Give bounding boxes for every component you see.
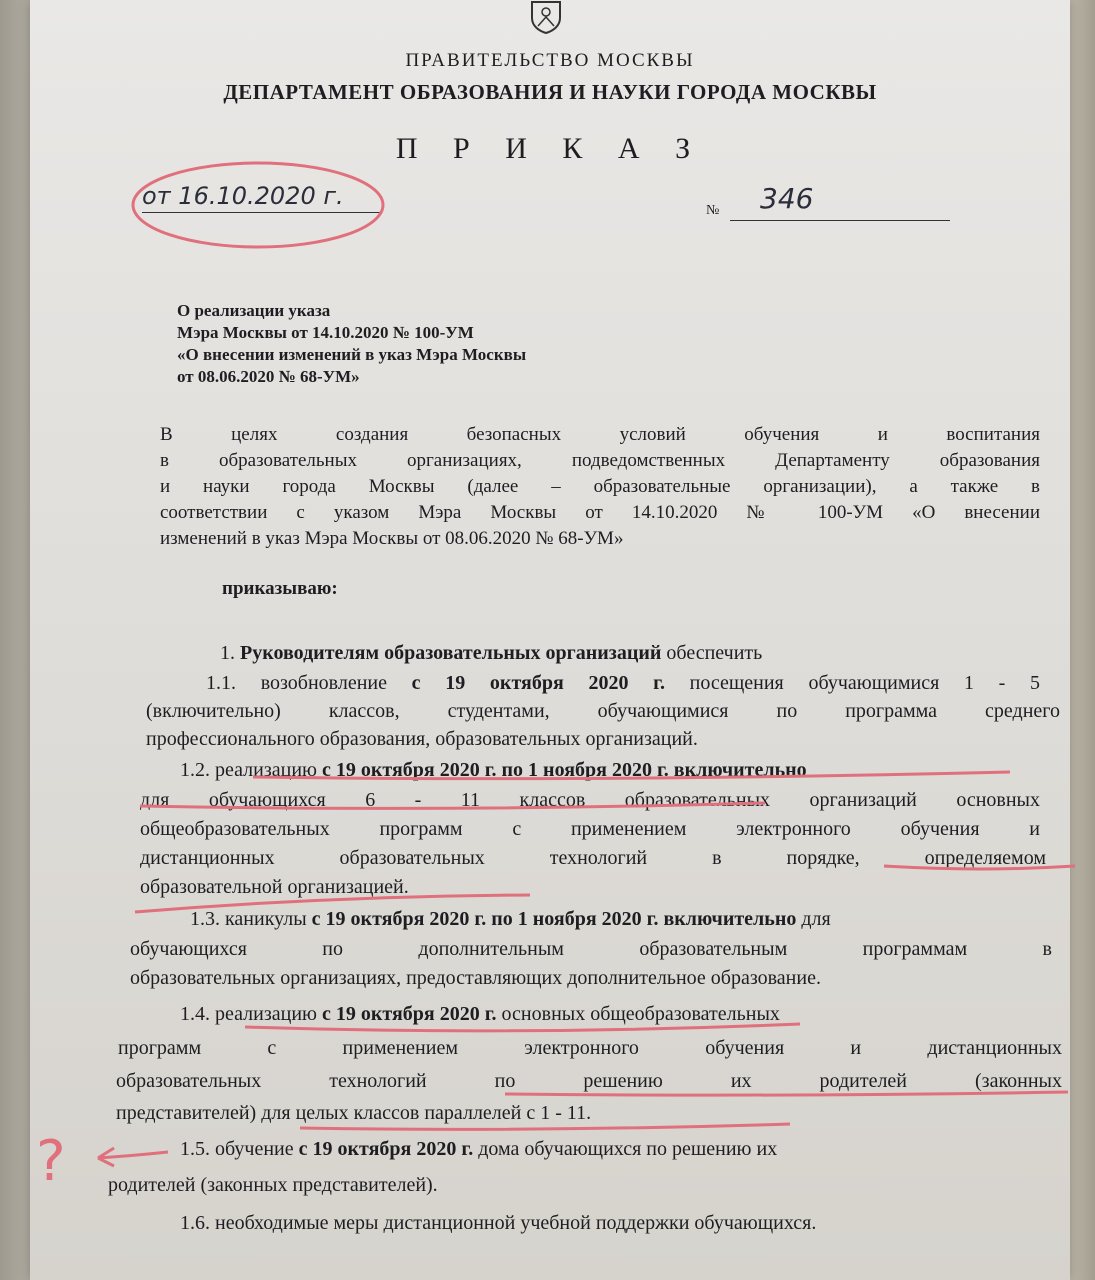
subject-line: от 08.06.2020 № 68-УМ» <box>177 367 360 386</box>
item-1-5-line <box>180 1136 1080 1162</box>
item-text: 1.1. возобновление <box>206 672 412 694</box>
order-word: приказываю: <box>222 578 338 599</box>
item-1-2-line: образовательной организацией. <box>140 876 409 898</box>
item-1-4-line: представителей) для целых классов параллелей с 1 - 11. <box>116 1102 592 1124</box>
preamble-line: изменений в указ Мэра Москвы от 08.06.2020 № 68-УМ» <box>160 528 624 549</box>
item-text: 1.3. каникулы <box>190 908 312 930</box>
item-1-1-line <box>160 670 1040 696</box>
document-type: П Р И К А З <box>395 132 705 165</box>
document-page <box>30 0 1070 1280</box>
subject-line: Мэра Москвы от 14.10.2020 № 100-УМ <box>177 323 474 342</box>
item-1-4-line: образовательных технологий по решению их родителей (законных <box>116 1070 1062 1092</box>
item-1-2-line: общеобразовательных программ с применением электронного обучения и <box>140 818 1040 840</box>
item-1-2-line: дистанционных образовательных технологий в порядке, определяемом <box>140 847 1046 869</box>
item-date: с 19 октября 2020 г. по 1 ноября 2020 г. включительно <box>321 759 807 781</box>
item-text: дома обучающихся по решению их <box>473 1138 778 1160</box>
item-1-1-line: профессионального образования, образовательных организаций. <box>146 728 698 750</box>
number-label: № <box>706 203 720 218</box>
order-number: 346 <box>760 182 814 215</box>
item-date: с 19 октября 2020 г. <box>411 672 665 694</box>
item-1-2-line: для обучающихся 6 - 11 классов образовательных организаций основных <box>140 789 1040 811</box>
item-1-3-line: образовательных организациях, предоставляющих дополнительное образование. <box>130 967 821 989</box>
item-date: с 19 октября 2020 г. по 1 ноября 2020 г. включительно <box>311 908 797 930</box>
item-text: 1.5. обучение <box>180 1138 299 1160</box>
item-text: посещения обучающимися 1 - 5 <box>664 672 1040 694</box>
preamble-line: В целях создания безопасных условий обучения и воспитания <box>160 424 1040 445</box>
item-1-verb: обеспечить <box>661 642 763 664</box>
item-text: основных общеобразовательных <box>496 1003 780 1025</box>
moscow-coat-of-arms-icon <box>528 0 564 34</box>
item-text: 1.4. реализацию <box>180 1003 322 1025</box>
item-1-4-line <box>180 1001 1060 1027</box>
preamble-line: в образовательных организациях, подведомственных Департаменту образования <box>160 450 1040 471</box>
item-1-1-line: (включительно) классов, студентами, обучающимися по программа среднего <box>146 700 1060 722</box>
item-text: 1.2. реализацию <box>180 759 322 781</box>
item-number: 1. <box>220 642 240 664</box>
order-subject <box>177 300 526 388</box>
government-name: ПРАВИТЕЛЬСТВО МОСКВЫ <box>405 50 695 71</box>
subject-line: О реализации указа <box>177 301 331 320</box>
item-1 <box>160 640 1040 666</box>
preamble-line: и науки города Москвы (далее – образовательные организации), а также в <box>160 476 1040 497</box>
item-1-3-line <box>190 906 1070 932</box>
question-mark-annotation: ? <box>36 1129 66 1194</box>
date-line <box>142 212 382 213</box>
item-1-5-line: родителей (законных представителей). <box>108 1174 438 1196</box>
department-name: ДЕПАРТАМЕНТ ОБРАЗОВАНИЯ И НАУКИ ГОРОДА МОСКВЫ <box>223 80 877 104</box>
item-1-4-line: программ с применением электронного обучения и дистанционных <box>118 1037 1062 1059</box>
preamble-line: соответствии с указом Мэра Москвы от 14.10.2020 № 100-УМ «О внесении <box>160 502 1040 523</box>
item-1-addressee: Руководителям образовательных организаций <box>240 642 662 664</box>
item-date: с 19 октября 2020 г. <box>298 1138 474 1160</box>
number-line <box>730 220 950 221</box>
item-1-3-line: обучающихся по дополнительным образовательным программам в <box>130 938 1052 960</box>
subject-line: «О внесении изменений в указ Мэра Москвы <box>177 345 527 364</box>
order-date: от 16.10.2020 г. <box>142 182 344 210</box>
item-1-2-line <box>180 757 1060 783</box>
item-text: для <box>796 908 831 930</box>
item-1-6-line: 1.6. необходимые меры дистанционной учебной поддержки обучающихся. <box>180 1212 817 1234</box>
item-date: с 19 октября 2020 г. <box>321 1003 497 1025</box>
